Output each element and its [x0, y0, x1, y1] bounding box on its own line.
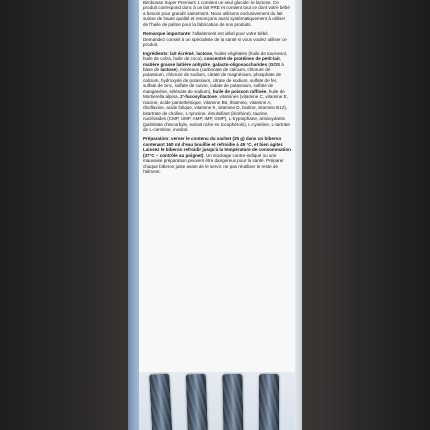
ingredient-bold: GOS	[269, 61, 280, 67]
package-text-panel	[139, 0, 295, 374]
ingredient-bold: 2'-fucosyllactose	[180, 94, 217, 100]
preparation-bold-text: : verser le contenu du sachet (25 g) dans un biberon contenant 160 ml d'eau bouillie et refroidie à 45 °C, et bien agiter. Laissez le biberon refroidir jusqu'à la température de consommation (37°C – contrôle au poignet)	[143, 136, 291, 158]
ingredients-text: , vitamines (vitamine C, vitamine E, niacine, acide pantothénique, vitamine B6, thiamine, vitamine A, riboflavine, acide folique, vitamine K, vitamine D, biotine, vitamine B12), bitartrate de choline, L-tyrosine, émulsifiant (lécithine), taurine, nucléotides (CMP, UMP, AMP, IMP, GMP), L-tryptophane, antioxydants (palmitate d'ascorbyle, extrait riche en tocophérols), L-cystéine, L-tartrate de L-carnitine, inositol.	[143, 94, 290, 132]
backdrop-right	[300, 0, 430, 430]
intro-text: Bimbosan Super Premium 1 contient un seul glucide: le lactose. Ce produit correspond donc à un lait PRE et contient tout ce dont votre bébé a besoin pour grandir sainement. Nous utilisons exclusivement du lait suisse de haute qualité et renonçons aussi systématiquement à utiliser de l'huile de palme pour la fabrication de nos produits.	[143, 0, 290, 27]
preparation-text: . Un stockage contre-indiqué ou une mauvaise préparation peuvent être dangereux pour la santé. Préparer chaque biberon juste avant de le servir, ne pas réutiliser le reste de l'aliment.	[143, 152, 284, 175]
ingredients-text: ,	[193, 50, 197, 56]
ingredients-text: , huiles végétales (huile de tournesol, huile de colza, huile de coco),	[143, 50, 288, 62]
preparation-paragraph	[143, 136, 291, 174]
ingredients-text: :	[167, 50, 171, 56]
ingredients-text: (	[267, 61, 270, 67]
box-edge-right	[294, 0, 302, 430]
ingredient-bold: lactose	[196, 50, 213, 56]
preparation-label: Préparation	[143, 136, 169, 142]
ingredient-bold: lactose	[160, 66, 177, 72]
remark-text: : l'allaitement est idéal pour votre bébé. Demandez conseil à un spécialiste de la santé si vous voulez utiliser ce produit.	[143, 31, 287, 48]
backdrop-left	[0, 0, 138, 430]
remark-label: Remarque importante	[143, 31, 190, 37]
ingredients-text: , huile de Mortierella alpina,	[143, 88, 285, 100]
sachet-stick	[222, 374, 243, 430]
ingredients-text: ,	[209, 61, 213, 67]
sachet-stick	[149, 374, 173, 430]
ingredients-text: ), minéraux (carbonate de calcium, chlorure de potassium, chlorure de sodium, citrate de magnésium, phosphate de calcium, hydroxyde de potassium, citrate de sodium, sulfate de fer, sulfate de zinc, sulfate de cuivre, iodate de potassium, sulfate de manganèse, sélénate de sodium),	[143, 66, 281, 94]
ingredient-bold: huile de poisson raffinée	[212, 88, 267, 94]
ingredients-text: ,	[279, 56, 281, 62]
ingredients-label: Ingrédients	[143, 50, 168, 56]
ingredients-text: à base de	[143, 61, 284, 72]
ingredient-bold: concentré de protéines de petit-lait	[204, 56, 280, 62]
ingredient-bold: matière grasse laitière anhydre	[143, 61, 210, 67]
sachet-stick	[259, 374, 279, 430]
sachet-window	[139, 372, 295, 430]
intro-paragraph	[143, 0, 291, 27]
remark-paragraph	[143, 31, 291, 47]
sachet-stick	[186, 374, 208, 430]
ingredient-bold: lait écrémé	[170, 50, 194, 56]
ingredients-paragraph	[143, 51, 291, 133]
ingredient-bold: galacto-oligosaccharides	[212, 61, 268, 67]
